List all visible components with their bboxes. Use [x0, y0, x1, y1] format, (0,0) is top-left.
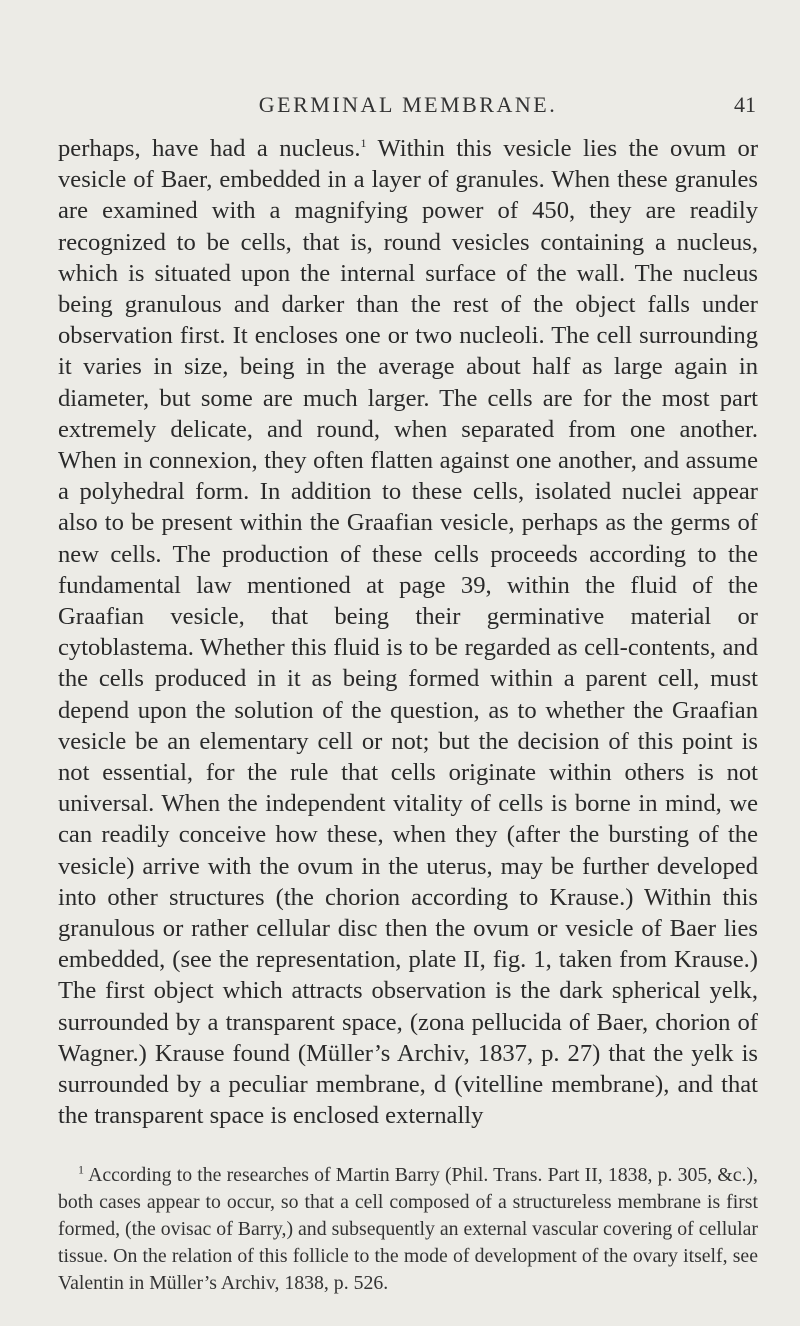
main-text-start: perhaps, have had a nucleus.	[58, 135, 361, 162]
running-title: GERMINAL MEMBRANE.	[258, 92, 558, 117]
footnote-text: According to the researches of Martin Barry (Phil. Trans. Part II, 1838, p. 305, &c.), both cases appear to occur, so that a cell composed of a structureless membrane is first formed, (the ovisac of Barry,) and subsequently an external vascular covering of cellular tissue. On the relation of this follicle to the mode of development of the ovary itself, see Valentin in Müller’s Archiv, 1838, p. 526.	[58, 1164, 758, 1294]
main-text-rest: Within this vesicle lies the ovum or vesicle of Baer, embedded in a layer of granules. When these granules are examined with a magnifying power of 450, they are readily recognized to be cells, that is, round vesicles containing a nucleus, which is situated upon the internal surface of the wall. The nucleus being granulous and darker than the rest of the object falls under observation first. It encloses one or two nucleoli. The cell surrounding it varies in size, being in the average about half as large again in diameter, but some are much larger. The cells are for the most part extremely delicate, and round, when separated from one another. When in connexion, they often flatten against one another, and assume a polyhedral form. In addition to these cells, isolated nuclei appear also to be present within the Graafian vesicle, perhaps as the germs of new cells. The production of these cells proceeds according to the fundamental law mentioned at page 39, within the fluid of the Graafian vesicle, that being their germinative material or cytoblastema. Whether this fluid is to be regarded as cell-contents, and the cells produced in it as being formed within a parent cell, must depend upon the solution of the question, as to whether the Graafian vesicle be an elementary cell or not; but the decision of this point is not essential, for the rule that cells originate within others is not universal. When the independent vitality of cells is borne in mind, we can readily conceive how these, when they (after the bursting of the vesicle) arrive with the ovum in the uterus, may be further developed into other structures (the chorion according to Krause.) Within this granulous or rather cellular disc then the ovum or vesicle of Baer lies embedded, (see the representation, plate II, fig. 1, taken from Krause.) The first object which attracts observation is the dark spherical yelk, surrounded by a transparent space, (zona pellucida of Baer, chorion of Wagner.) Krause found (Müller’s Archiv, 1837, p. 27) that the yelk is surrounded by a peculiar membrane, d (vitelline membrane), and that the transparent space is enclosed externally	[58, 135, 759, 1130]
main-paragraph	[58, 133, 758, 1132]
footnote-marker: 1	[78, 1162, 84, 1177]
footnote-reference: 1	[360, 135, 367, 150]
page-number: 41	[734, 92, 756, 117]
running-head	[58, 92, 758, 122]
footnote	[58, 1162, 758, 1297]
